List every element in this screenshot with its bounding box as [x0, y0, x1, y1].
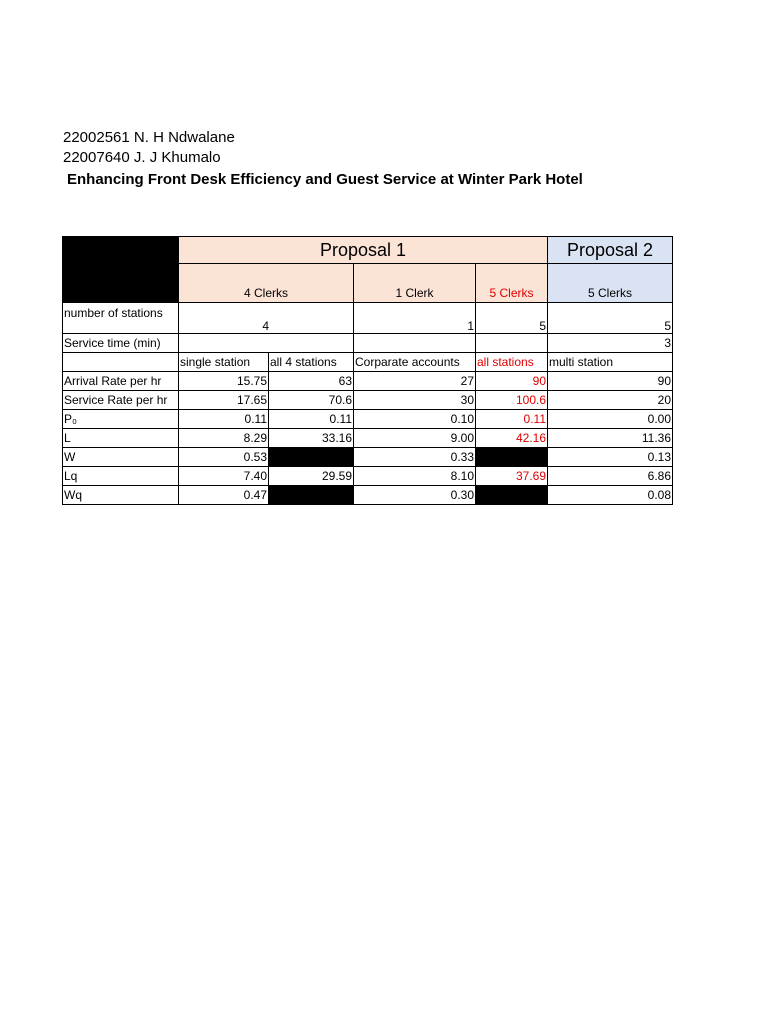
subheader-single-station: single station [179, 353, 269, 372]
table-cell: 90 [548, 372, 673, 391]
table-cell: 70.6 [269, 391, 354, 410]
clerk-header-1-clerk: 1 Clerk [354, 264, 476, 303]
table-cell: 0.13 [548, 448, 673, 467]
table-cell: 7.40 [179, 467, 269, 486]
row-label: Lq [63, 467, 179, 486]
table-cell: 33.16 [269, 429, 354, 448]
row-label: P₀ [63, 410, 179, 429]
table-cell: 0.33 [354, 448, 476, 467]
service-time-empty-3 [476, 334, 548, 353]
service-time-value: 3 [548, 334, 673, 353]
table-cell: 6.86 [548, 467, 673, 486]
table-cell: 0.47 [179, 486, 269, 505]
clerk-header-5-clerks-p2: 5 Clerks [548, 264, 673, 303]
row-label: W [63, 448, 179, 467]
stations-value-4-clerks: 4 [179, 303, 354, 334]
table-cell: 0.08 [548, 486, 673, 505]
blacked-out-cell [476, 448, 548, 467]
service-time-empty-2 [354, 334, 476, 353]
table-cell: 27 [354, 372, 476, 391]
row-label: L [63, 429, 179, 448]
blacked-out-cell [269, 486, 354, 505]
results-table [62, 236, 673, 505]
table-cell: 11.36 [548, 429, 673, 448]
author-line-2: 22007640 J. J Khumalo [63, 149, 221, 166]
clerk-header-5-clerks-p1: 5 Clerks [476, 264, 548, 303]
subheader-all-stations: all stations [476, 353, 548, 372]
table-cell: 9.00 [354, 429, 476, 448]
table-cell: 42.16 [476, 429, 548, 448]
stations-value-5-clerks-p2: 5 [548, 303, 673, 334]
clerk-header-4-clerks: 4 Clerks [179, 264, 354, 303]
subheader-multi-station: multi station [548, 353, 673, 372]
proposal-2-header: Proposal 2 [548, 237, 673, 264]
table-cell: 37.69 [476, 467, 548, 486]
table-cell: 8.10 [354, 467, 476, 486]
table-cell: 0.53 [179, 448, 269, 467]
row-label: Wq [63, 486, 179, 505]
table-cell: 100.6 [476, 391, 548, 410]
document-title: Enhancing Front Desk Efficiency and Guest Service at Winter Park Hotel [67, 171, 583, 188]
table-cell: 0.10 [354, 410, 476, 429]
service-time-empty-1 [179, 334, 354, 353]
subheader-all-4-stations: all 4 stations [269, 353, 354, 372]
table-cell: 17.65 [179, 391, 269, 410]
stations-value-1-clerk: 1 [354, 303, 476, 334]
table-cell: 0.11 [269, 410, 354, 429]
blacked-out-cell [476, 486, 548, 505]
row-label-stations: number of stations [63, 303, 179, 334]
blacked-out-cell [269, 448, 354, 467]
table-cell: 20 [548, 391, 673, 410]
stations-value-5-clerks-p1: 5 [476, 303, 548, 334]
row-label: Arrival Rate per hr [63, 372, 179, 391]
table-cell: 0.30 [354, 486, 476, 505]
table-cell: 30 [354, 391, 476, 410]
row-label: Service Rate per hr [63, 391, 179, 410]
table-cell: 0.00 [548, 410, 673, 429]
table-cell: 0.11 [179, 410, 269, 429]
subheader-corparate-accounts: Corparate accounts [354, 353, 476, 372]
table-cell: 8.29 [179, 429, 269, 448]
table-cell: 63 [269, 372, 354, 391]
table-cell: 29.59 [269, 467, 354, 486]
author-line-1: 22002561 N. H Ndwalane [63, 129, 235, 146]
table-cell: 90 [476, 372, 548, 391]
header-corner-cell [63, 237, 179, 303]
table-cell: 0.11 [476, 410, 548, 429]
subheader-blank [63, 353, 179, 372]
row-label-service-time: Service time (min) [63, 334, 179, 353]
table-cell: 15.75 [179, 372, 269, 391]
proposal-1-header: Proposal 1 [179, 237, 548, 264]
